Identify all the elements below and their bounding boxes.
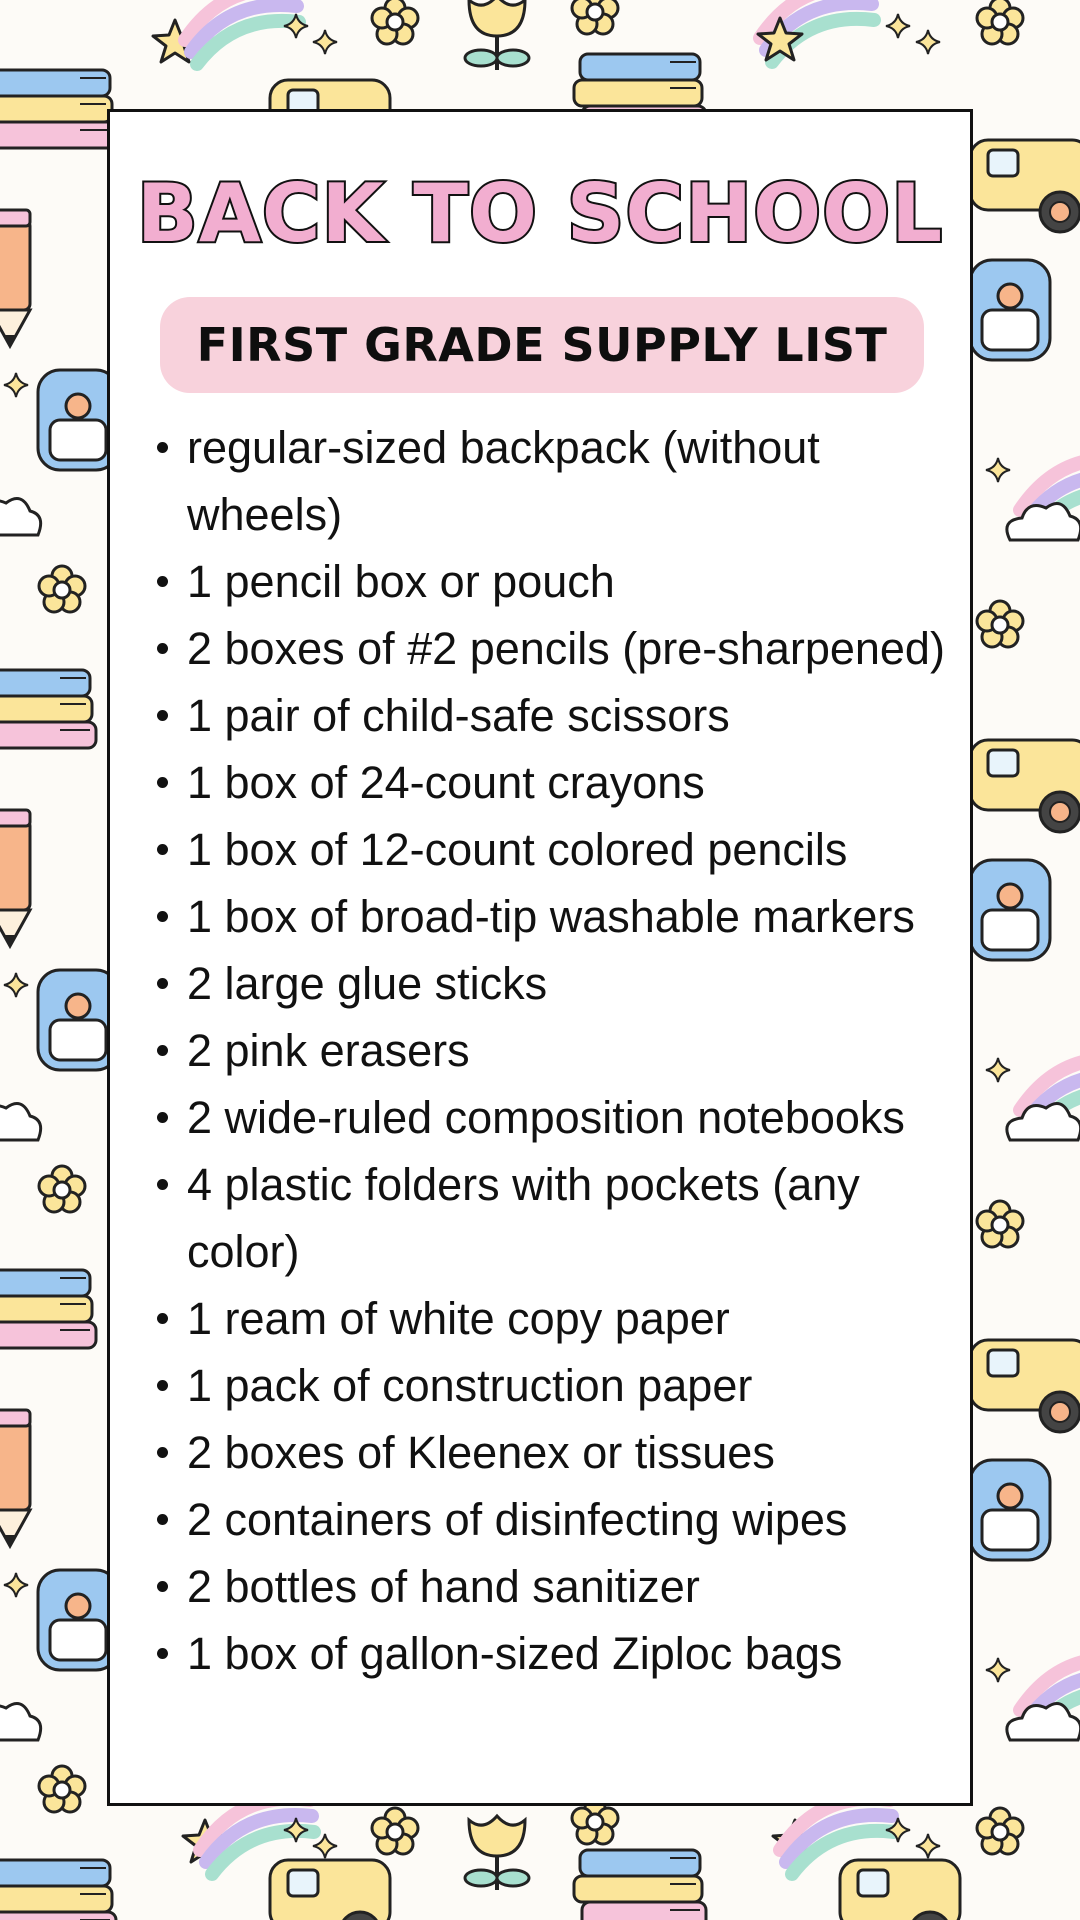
bullet-icon [157, 1112, 168, 1123]
bullet-icon [157, 1581, 168, 1592]
page-title: BACK TO SCHOOL [136, 167, 944, 260]
bullet-icon [157, 1179, 168, 1190]
list-item-text: 1 pencil box or pouch [187, 556, 615, 607]
list-item-text: 1 box of 24-count crayons [187, 757, 705, 808]
list-item-text: 1 box of gallon-sized Ziploc bags [187, 1628, 843, 1679]
bullet-icon [157, 1380, 168, 1391]
list-item-text: 2 boxes of Kleenex or tissues [187, 1427, 775, 1478]
list-item [187, 1419, 967, 1486]
list-item-text: 4 plastic folders with pockets (any color) [187, 1159, 860, 1277]
list-item [187, 749, 967, 816]
bullet-icon [157, 911, 168, 922]
subtitle-banner [160, 297, 924, 393]
supply-list-card [107, 109, 973, 1806]
list-item-text: regular-sized backpack (without wheels) [187, 422, 820, 540]
subtitle: FIRST GRADE SUPPLY LIST [196, 318, 888, 372]
bullet-icon [157, 1514, 168, 1525]
list-item [187, 1553, 967, 1620]
list-item-text: 2 wide-ruled composition notebooks [187, 1092, 905, 1143]
list-item-text: 1 box of broad-tip washable markers [187, 891, 915, 942]
list-item [187, 950, 967, 1017]
list-item [187, 1151, 967, 1285]
list-item-text: 1 pack of construction paper [187, 1360, 753, 1411]
list-item [187, 548, 967, 615]
list-item-text: 1 ream of white copy paper [187, 1293, 730, 1344]
bullet-icon [157, 844, 168, 855]
bullet-icon [157, 643, 168, 654]
list-item-text: 1 box of 12-count colored pencils [187, 824, 848, 875]
bullet-icon [157, 978, 168, 989]
bullet-icon [157, 576, 168, 587]
list-item-text: 1 pair of child-safe scissors [187, 690, 730, 741]
list-item [187, 1486, 967, 1553]
list-item-text: 2 containers of disinfecting wipes [187, 1494, 848, 1545]
list-item [187, 1084, 967, 1151]
bullet-icon [157, 1648, 168, 1659]
list-item-text: 2 bottles of hand sanitizer [187, 1561, 700, 1612]
bullet-icon [157, 1447, 168, 1458]
list-item [187, 615, 967, 682]
bullet-icon [157, 1313, 168, 1324]
list-item-text: 2 large glue sticks [187, 958, 548, 1009]
bullet-icon [157, 1045, 168, 1056]
list-item [187, 1620, 967, 1687]
supply-list [187, 414, 967, 1687]
list-item [187, 1352, 967, 1419]
list-item-text: 2 boxes of #2 pencils (pre-sharpened) [187, 623, 945, 674]
list-item-text: 2 pink erasers [187, 1025, 470, 1076]
list-item [187, 816, 967, 883]
bullet-icon [157, 710, 168, 721]
bullet-icon [157, 777, 168, 788]
list-item [187, 1285, 967, 1352]
list-item [187, 682, 967, 749]
list-item [187, 883, 967, 950]
bullet-icon [157, 442, 168, 453]
list-item [187, 414, 967, 548]
list-item [187, 1017, 967, 1084]
